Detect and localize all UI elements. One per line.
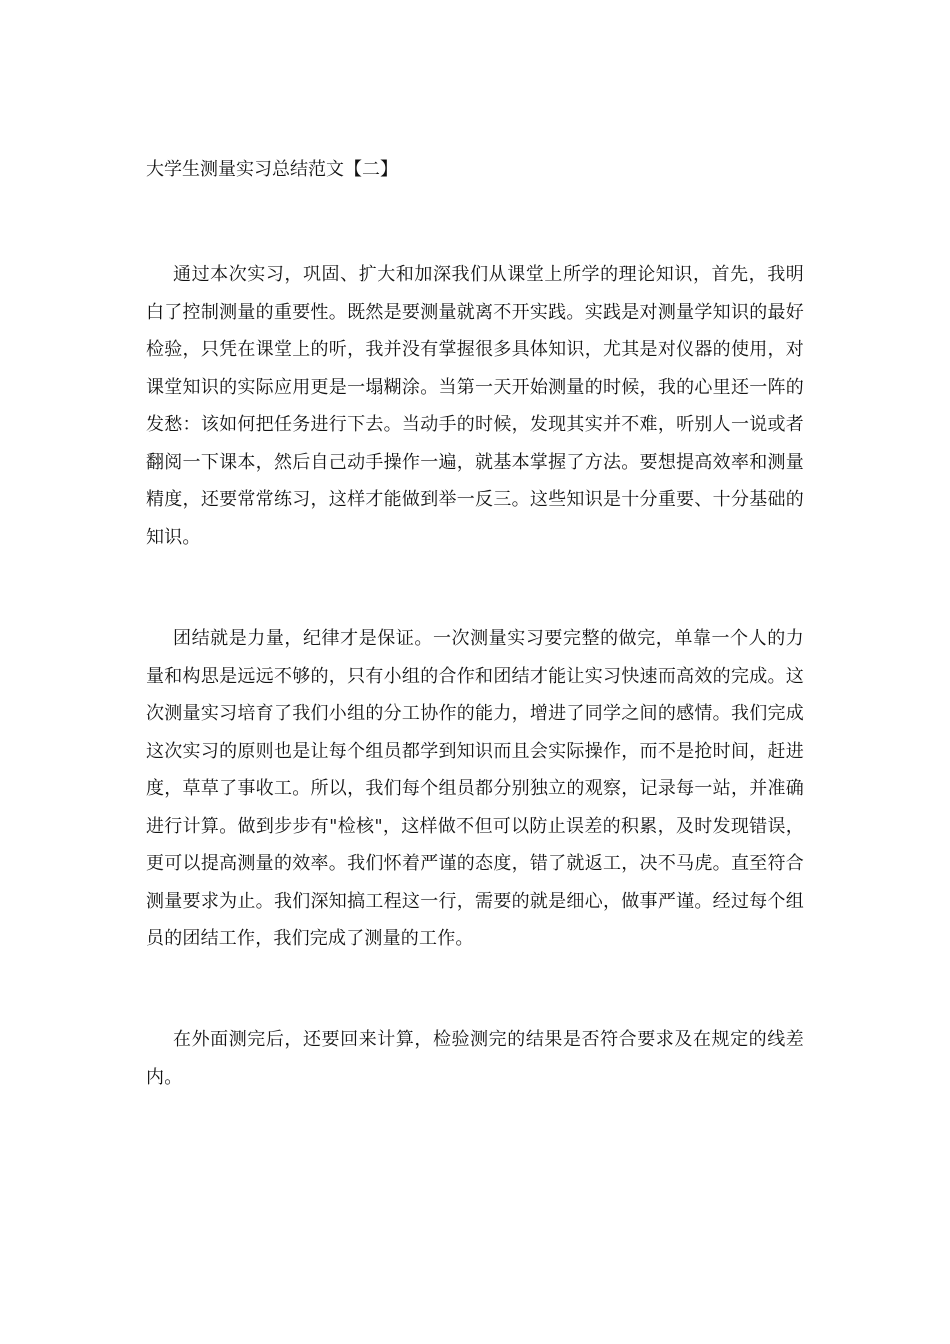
paragraph-2: 团结就是力量，纪律才是保证。一次测量实习要完整的做完，单靠一个人的力量和构思是远远不够的，只有小组的合作和团结才能让实习快速而高效的完成。这次测量实习培育了我们小组的分工协作的能力，增进了同学之间的感情。我们完成这次实习的原则也是让每个组员都学到知识而且会实际操作，而不是抢时间，赶进度，草草了事收工。所以，我们每个组员都分别独立的观察，记录每一站，并准确进行计算。做到步步有"检核"，这样做不但可以防止误差的积累，及时发现错误，更可以提高测量的效率。我们怀着严谨的态度，错了就返工，决不马虎。直至符合测量要求为止。我们深知搞工程这一行，需要的就是细心，做事严谨。经过每个组员的团结工作，我们完成了测量的工作。 xyxy=(146,628,804,949)
document-title: 大学生测量实习总结范文【二】 xyxy=(146,159,398,180)
paragraph-3: 在外面测完后，还要回来计算，检验测完的结果是否符合要求及在规定的线差内。 xyxy=(146,1029,804,1088)
paragraph-1: 通过本次实习，巩固、扩大和加深我们从课堂上所学的理论知识，首先，我明白了控制测量的重要性。既然是要测量就离不开实践。实践是对测量学知识的最好检验，只凭在课堂上的听，我并没有掌握很多具体知识，尤其是对仪器的使用，对课堂知识的实际应用更是一塌糊涂。当第一天开始测量的时候，我的心里还一阵的发愁：该如何把任务进行下去。当动手的时候，发现其实并不难，听别人一说或者翻阅一下课本，然后自己动手操作一遍，就基本掌握了方法。要想提高效率和测量精度，还要常常练习，这样才能做到举一反三。这些知识是十分重要、十分基础的知识。 xyxy=(146,264,804,548)
